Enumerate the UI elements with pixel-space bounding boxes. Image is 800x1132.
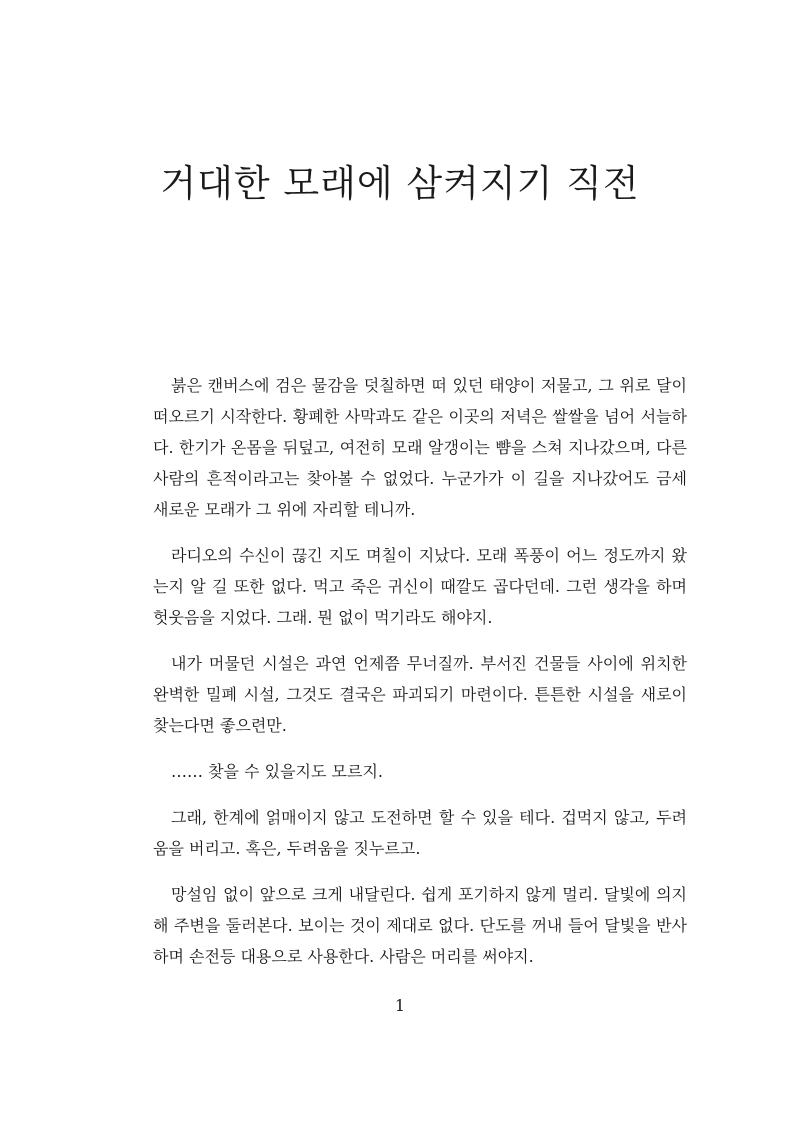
document-title: 거대한 모래에 삼켜지기 직전 — [160, 162, 640, 205]
paragraph: …… 찾을 수 있을지도 모르지. — [171, 762, 383, 781]
paragraph: 내가 머물던 시설은 과연 언제쯤 무너질까. 부서진 건물들 사이에 위치한 완벽한 밀폐 시설, 그것도 결국은 파괴되기 마련이다. 튼튼한 시설을 새로이 찾는다면 좋으련만. — [153, 654, 687, 735]
paragraph: 붉은 캔버스에 검은 물감을 덧칠하면 떠 있던 태양이 저물고, 그 위로 달이 떠오르기 시작한다. 황폐한 사막과도 같은 이곳의 저녁은 쌀쌀을 넘어 서늘하다. 한기가 온몸을 뒤덮고, 여전히 모래 알갱이는 뺨을 스쳐 지나갔으며, 다른 사람의 흔적이라고는 찾아볼 수 없었다. 누군가가 이 길을 지나갔어도 금세 새로운 모래가 그 위에 자리할 테니까. — [153, 376, 687, 519]
paragraph: 망설임 없이 앞으로 크게 내달린다. 쉽게 포기하지 않게 멀리. 달빛에 의지해 주변을 둘러본다. 보이는 것이 제대로 없다. 단도를 꺼내 들어 달빛을 반사하며 손전등 대용으로 사용한다. 사람은 머리를 써야지. — [153, 885, 687, 966]
page-number: 1 — [394, 996, 406, 1015]
paragraph: 라디오의 수신이 끊긴 지도 며칠이 지났다. 모래 폭풍이 어느 정도까지 왔는지 알 길 또한 없다. 먹고 죽은 귀신이 때깔도 곱다던데. 그런 생각을 하며 헛웃음을 지었다. 그래. 뭔 없이 먹기라도 해야지. — [153, 546, 687, 627]
paragraph: 그래, 한계에 얽매이지 않고 도전하면 할 수 있을 테다. 겁먹지 않고, 두려움을 버리고. 혹은, 두려움을 짓누르고. — [153, 808, 687, 858]
document-body — [153, 370, 687, 987]
